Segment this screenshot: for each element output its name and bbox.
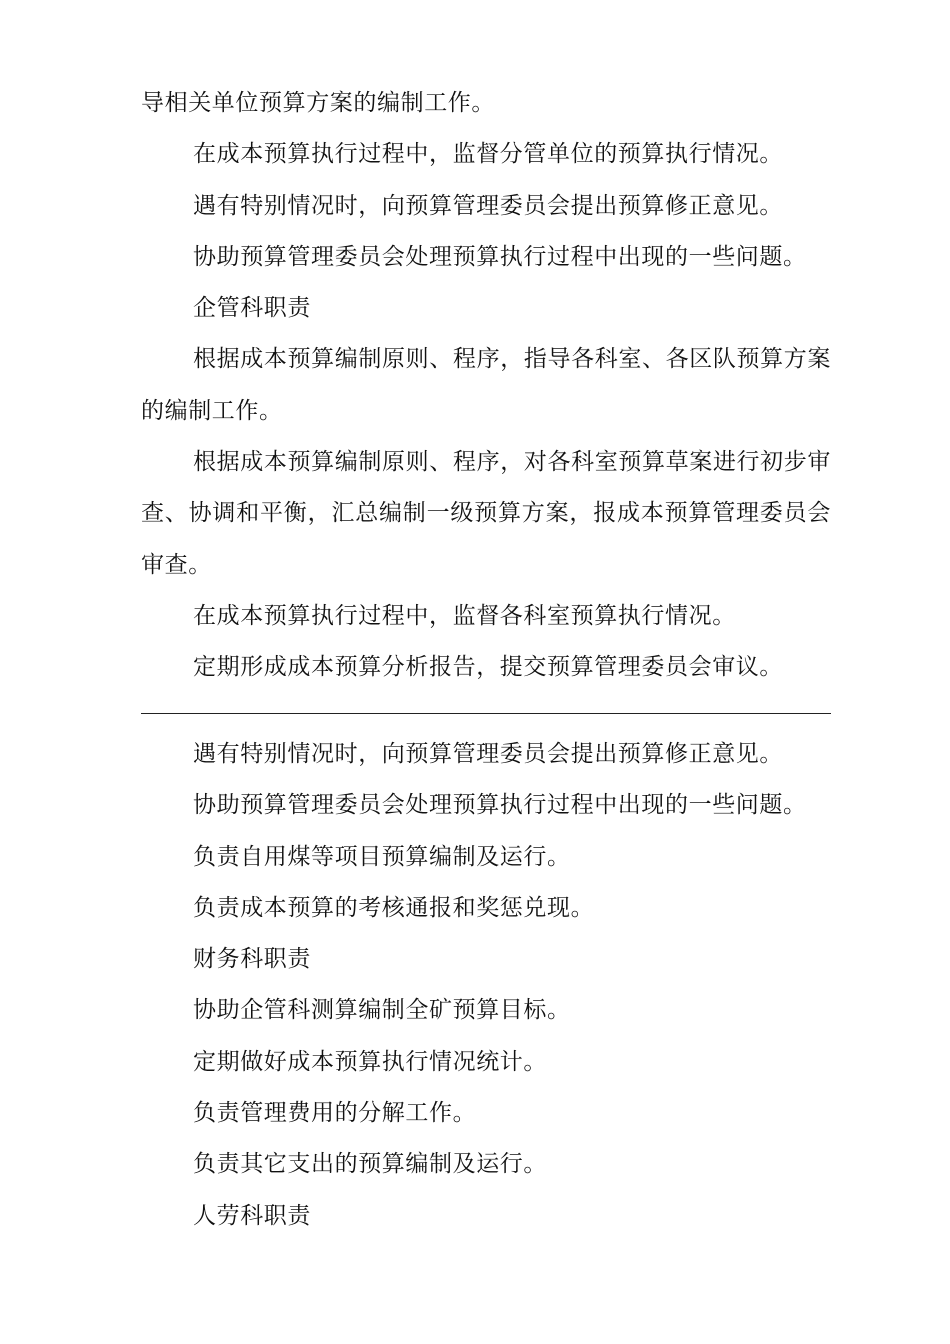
- page-divider: [141, 713, 831, 714]
- section-heading: 人劳科职责: [193, 1202, 311, 1229]
- paragraph: 协助企管科测算编制全矿预算目标。: [193, 997, 571, 1024]
- paragraph: 根据成本预算编制原则、程序，对各科室预算草案进行初步审查、协调和平衡，汇总编制一级预算方案，报成本预算管理委员会审查。: [141, 449, 831, 578]
- paragraph: 根据成本预算编制原则、程序，指导各科室、各区队预算方案的编制工作。: [141, 346, 831, 424]
- paragraph: 负责管理费用的分解工作。: [193, 1100, 477, 1127]
- paragraph: 负责成本预算的考核通报和奖惩兑现。: [193, 894, 595, 921]
- bottom-text-section: [141, 729, 831, 1242]
- paragraph: 定期做好成本预算执行情况统计。: [193, 1048, 547, 1075]
- paragraph: 协助预算管理委员会处理预算执行过程中出现的一些问题。: [193, 792, 807, 819]
- section-heading: 企管科职责: [193, 295, 311, 322]
- section-heading: 财务科职责: [193, 946, 311, 973]
- paragraph: 遇有特别情况时，向预算管理委员会提出预算修正意见。: [193, 192, 783, 219]
- paragraph: 在成本预算执行过程中，监督各科室预算执行情况。: [193, 602, 736, 629]
- paragraph: 协助预算管理委员会处理预算执行过程中出现的一些问题。: [193, 243, 807, 270]
- paragraph: 定期形成成本预算分析报告，提交预算管理委员会审议。: [193, 654, 783, 681]
- paragraph: 负责其它支出的预算编制及运行。: [193, 1151, 547, 1178]
- paragraph-continuation: 导相关单位预算方案的编制工作。: [141, 90, 495, 116]
- paragraph: 遇有特别情况时，向预算管理委员会提出预算修正意见。: [193, 741, 783, 767]
- paragraph: 负责自用煤等项目预算编制及运行。: [193, 843, 571, 870]
- top-text-section: [141, 78, 831, 694]
- paragraph: 在成本预算执行过程中，监督分管单位的预算执行情况。: [193, 141, 783, 168]
